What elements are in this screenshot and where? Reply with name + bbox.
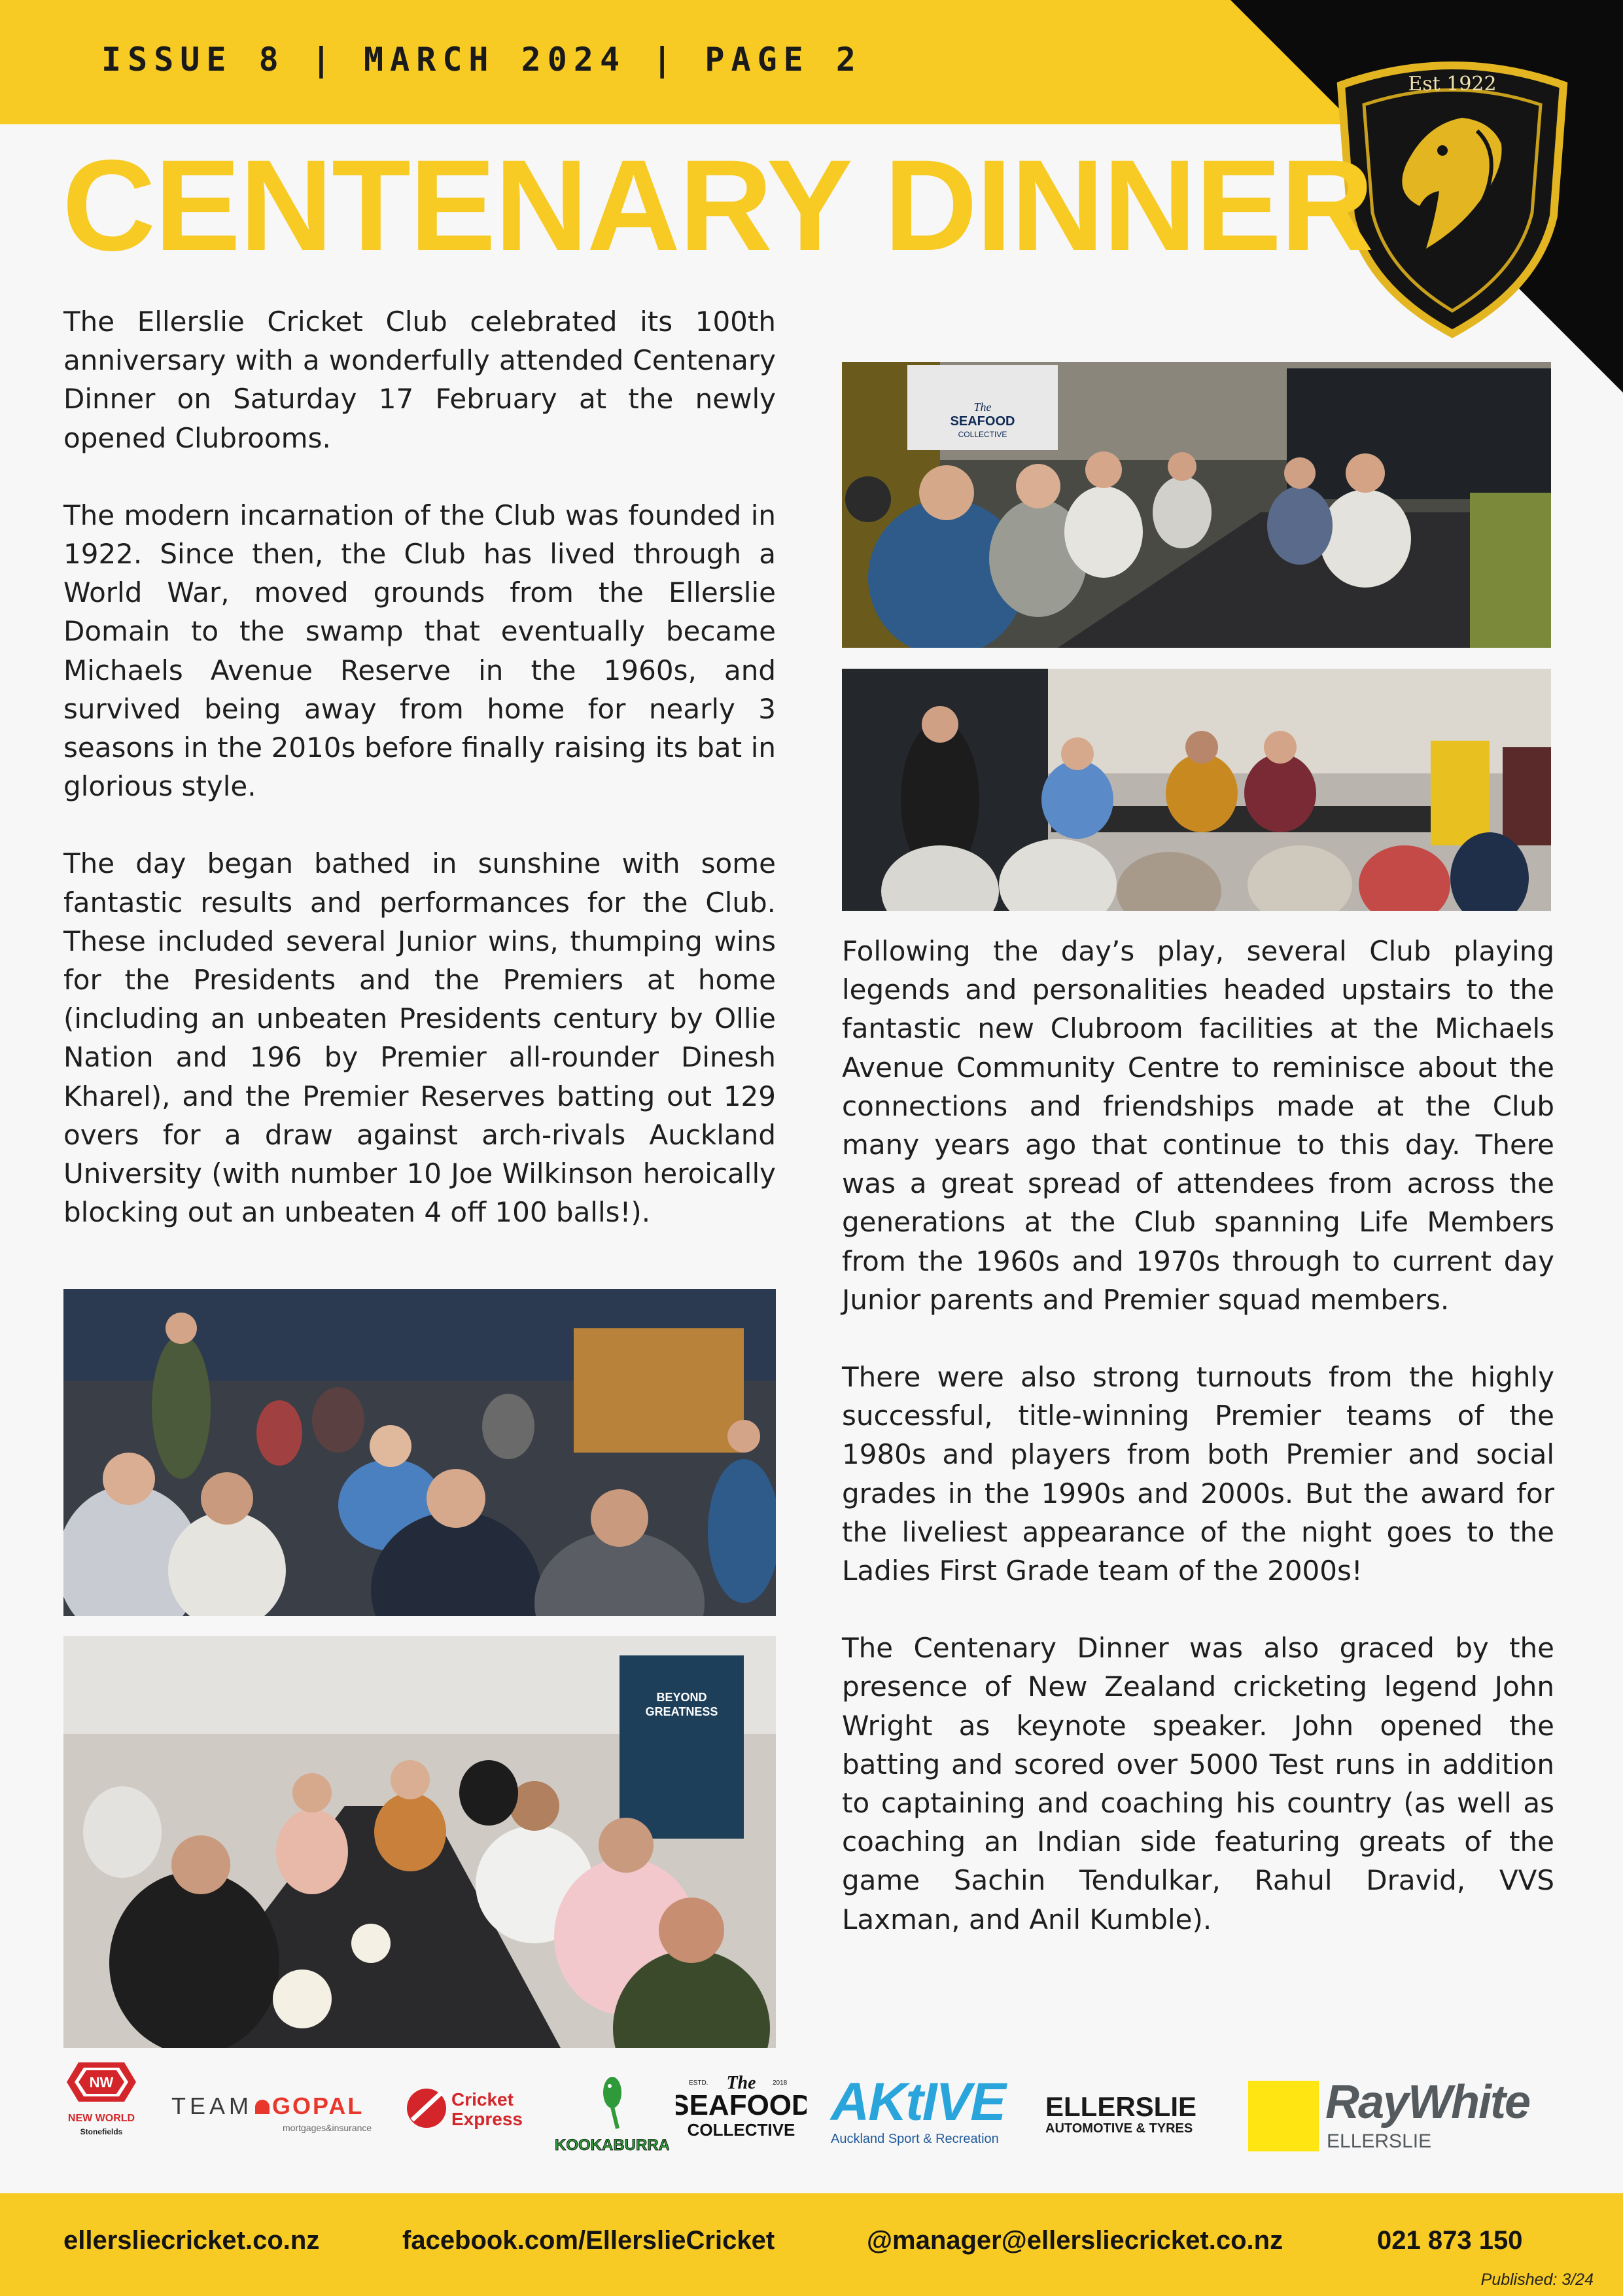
article-paragraph: The modern incarnation of the Club was founded in 1922. Since then, the Club has lived through a World War, moved grounds from the Ellerslie Domain to the swamp that eventually became Michaels Avenue Reserve in the 1960s, and survived being away from home for nearly 3 seasons in the 2010s before finally raising its bat in glorious style.: [63, 499, 776, 803]
footer-email-link[interactable]: @manager@ellersliecricket.co.nz: [867, 2226, 1283, 2255]
footer-bar: [0, 2193, 1623, 2296]
dinner-photo-room: [842, 362, 1551, 648]
gopal-flame-icon: [255, 2100, 270, 2114]
sponsor-team-gopal-logo: TEAM GOPAL mortgages&insurance: [171, 2093, 372, 2133]
svg-text:KOOKABURRA: KOOKABURRA: [555, 2136, 669, 2154]
article-paragraph: The day began bathed in sunshine with some fantastic results and performances for the Club. These included several Junior wins, thumping wins for the Presidents and the Premiers at home (including an unbeaten Presidents century by Ollie Nation and 196 by Premier all-rounder Dinesh Kharel), and the Premier Reserves batting out 129 overs for a draw against arch-rivals Auckland University (with number 10 Joe Wilkinson heroically blocking out an unbeaten 4 off 100 balls!).: [63, 847, 776, 1229]
footer-website-link[interactable]: ellersliecricket.co.nz: [63, 2226, 320, 2255]
svg-text:BEYOND: BEYOND: [656, 1691, 707, 1704]
article-paragraph: The Centenary Dinner was also graced by the presence of New Zealand cricketing legend John Wright as keynote speaker. John opened the batting and scored over 5000 Test runs in addition to captaining and coaching his country (as well as coaching an Indian side featuring greats of the game Sachin Tendulkar, Rahul Dravid, VVS Laxman, and Anil Kumble).: [842, 1632, 1554, 1935]
svg-text:COLLECTIVE: COLLECTIVE: [958, 430, 1007, 439]
svg-text:Cricket: Cricket: [451, 2089, 514, 2110]
svg-text:Express: Express: [451, 2109, 523, 2129]
article-paragraph: Following the day’s play, several Club playing legends and personalities headed upstairs to the fantastic new Clubroom facilities at the Michaels Avenue Community Centre to reminisce about the connections and friendships made at the Club many years ago that continue to this day. There was a great spread of attendees from across the generations at the Club spanning Life Members from the 1960s and 1970s through to current day Junior parents and Premier squad members.: [842, 935, 1554, 1316]
sponsor-ellerslie-automotive-logo: ELLERSLIE AUTOMOTIVE & TYRES: [1045, 2091, 1197, 2136]
sponsor-aktive-logo: AKtIVE Auckland Sport & Recreation: [831, 2072, 1005, 2146]
svg-text:SEAFOOD: SEAFOOD: [950, 414, 1015, 429]
published-date: Published: 3/24: [1480, 2270, 1594, 2289]
issue-line: ISSUE 8 | MARCH 2024 | PAGE 2: [101, 41, 862, 79]
svg-text:Est 1922: Est 1922: [1408, 73, 1497, 96]
sponsor-logos: NW NEW WORLD Stonefields TEAM GOPAL mortgages&insurance Cricket Express KOOKABURRA ESTD. 2018 The SEAFOOD COLLECTIVE AKtIVE Auckland Sport & Recreation ELLERSLIE AUTOMOTIVE & TYRES RayWhite ELLERSLIE: [0, 2061, 1623, 2166]
article-left-column: [63, 302, 776, 1231]
sponsor-seafood-collective-logo: [676, 2074, 807, 2155]
dinner-photo-crowd: [63, 1289, 776, 1616]
sponsor-new-world-logo: [65, 2061, 137, 2146]
svg-text:SEAFOOD: SEAFOOD: [676, 2089, 807, 2121]
sponsor-kookaburra-logo: [555, 2066, 669, 2161]
article-paragraph: There were also strong turnouts from the highly successful, title-winning Premier teams of the 1980s and players from both Premier and social grades in the 1990s and 2000s. But the award for the liveliest appearance of the night goes to the Ladies First Grade team of the 2000s!: [842, 1361, 1554, 1587]
svg-text:COLLECTIVE: COLLECTIVE: [687, 2120, 795, 2140]
page-title: CENTENARY DINNER: [62, 133, 1373, 277]
footer-phone: 021 873 150: [1377, 2226, 1523, 2255]
svg-text:ESTD.: ESTD.: [689, 2079, 708, 2087]
svg-text:The: The: [973, 400, 992, 414]
svg-text:NW: NW: [89, 2074, 114, 2091]
svg-text:NEW WORLD: NEW WORLD: [67, 2113, 135, 2124]
dinner-photo-speakers: [842, 669, 1551, 911]
svg-text:The: The: [726, 2074, 756, 2093]
dinner-photo-table: [63, 1636, 776, 2048]
svg-text:2018: 2018: [773, 2079, 788, 2087]
svg-text:Stonefields: Stonefields: [80, 2127, 123, 2136]
article-right-column: [842, 932, 1554, 1939]
svg-text:GREATNESS: GREATNESS: [645, 1705, 718, 1718]
article-paragraph: The Ellerslie Cricket Club celebrated its 100th anniversary with a wonderfully attended Centenary Dinner on Saturday 17 February at the newly opened Clubrooms.: [63, 306, 776, 454]
footer-facebook-link[interactable]: facebook.com/EllerslieCricket: [402, 2226, 775, 2255]
ray-white-square-icon: [1248, 2081, 1319, 2151]
sponsor-cricket-express-logo: [406, 2081, 536, 2136]
